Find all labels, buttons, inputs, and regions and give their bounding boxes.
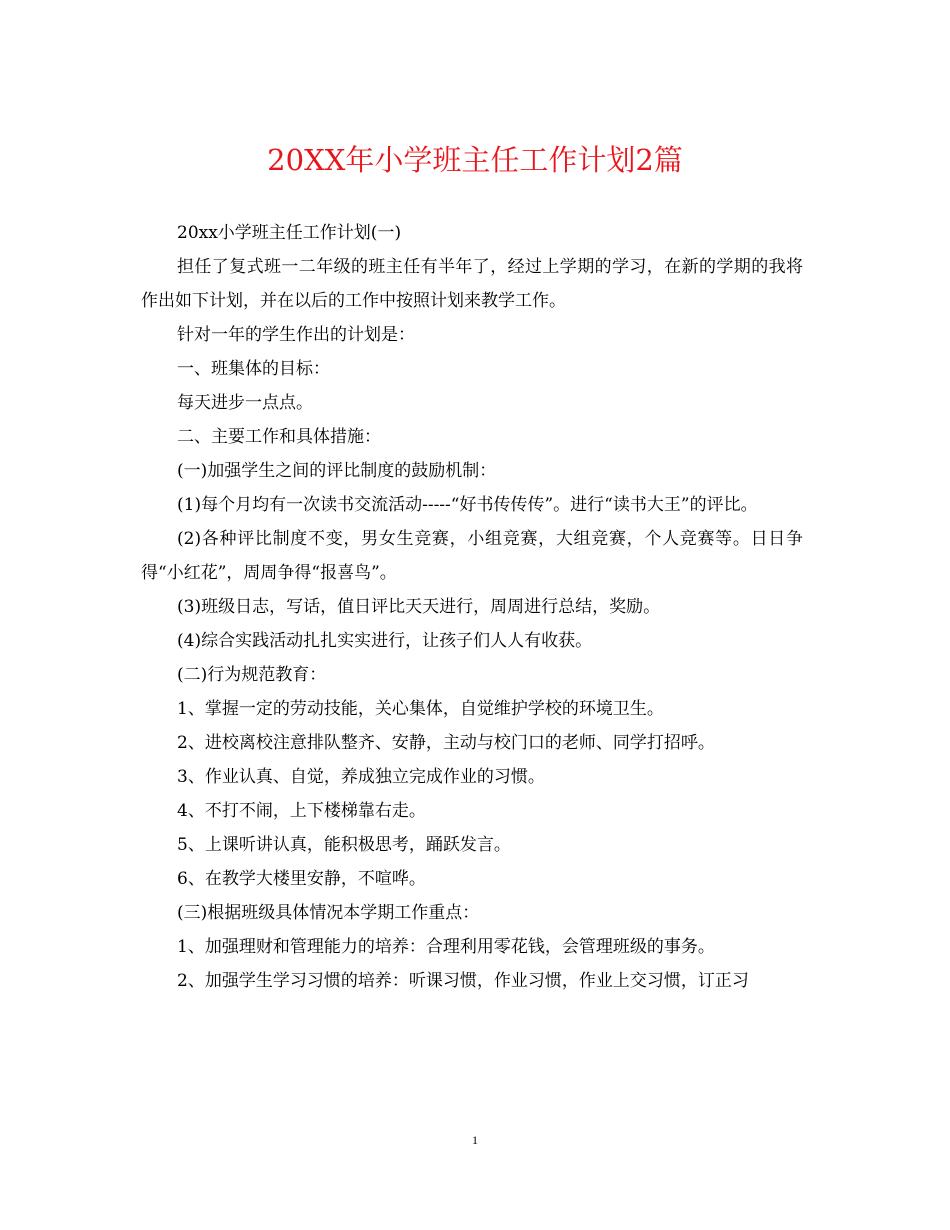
paragraph: (二)行为规范教育： [177,665,327,685]
paragraph: 二、主要工作和具体措施： [177,427,381,447]
paragraph: 1、加强理财和管理能力的培养：合理利用零花钱，会管理班级的事务。 [177,937,715,957]
paragraph: 担任了复式班一二年级的班主任有半年了，经过上学期的学习，在新的学期的我将作出如下计划，并在以后的工作中按照计划来教学工作。 [141,257,803,311]
paragraph: 20xx小学班主任工作计划(一) [177,223,402,243]
paragraph: 针对一年的学生作出的计划是： [177,325,415,345]
paragraph: (4)综合实践活动扎扎实实进行，让孩子们人人有收获。 [177,631,593,651]
paragraph: 4、不打不闹，上下楼梯靠右走。 [177,801,426,821]
document-body [141,216,803,998]
paragraph: (3)班级日志，写话，值日评比天天进行，周周进行总结，奖励。 [177,597,661,617]
paragraph: 5、上课听讲认真，能积极思考，踊跃发言。 [177,835,511,855]
paragraph: 2、进校离校注意排队整齐、安静，主动与校门口的老师、同学打招呼。 [177,733,715,753]
paragraph: 6、在教学大楼里安静，不喧哗。 [177,869,426,889]
document-title: 20XX年小学班主任工作计划2篇 [267,143,683,177]
paragraph: (三)根据班级具体情况本学期工作重点： [177,903,480,923]
paragraph: (一)加强学生之间的评比制度的鼓励机制： [177,461,497,481]
paragraph: (2)各种评比制度不变，男女生竞赛，小组竞赛，大组竞赛，个人竞赛等。日日争得“小红花”，周周争得“报喜鸟”。 [141,529,803,583]
paragraph: 每天进步一点点。 [177,393,313,413]
paragraph: (1)每个月均有一次读书交流活动-----“好书传传传”。进行“读书大王”的评比。 [177,495,758,515]
page-number: 1 [472,1133,478,1147]
paragraph: 3、作业认真、自觉，养成独立完成作业的习惯。 [177,767,545,787]
paragraph: 2、加强学生学习习惯的培养：听课习惯，作业习惯，作业上交习惯，订正习 [177,971,749,991]
paragraph: 一、班集体的目标： [177,359,330,379]
paragraph: 1、掌握一定的劳动技能，关心集体，自觉维护学校的环境卫生。 [177,699,664,719]
